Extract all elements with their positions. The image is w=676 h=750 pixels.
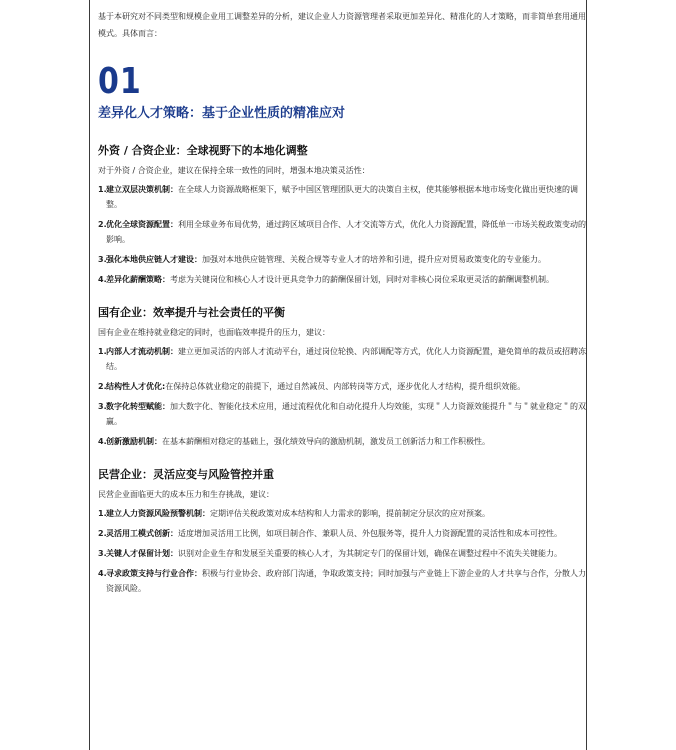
page-frame-left xyxy=(89,0,90,750)
item-text: 在保持总体就业稳定的前提下，通过自然减员、内部转岗等方式，逐步优化人才结构，提升组织效能。 xyxy=(165,382,526,391)
list-item xyxy=(98,272,590,287)
item-text: 加大数字化、智能化技术应用，通过流程优化和自动化提升人均效能，实现＂人力资源效能提升＂与＂就业稳定＂的双赢。 xyxy=(106,402,586,426)
group-state-owned xyxy=(98,306,590,449)
item-key: 创新激励机制： xyxy=(106,437,162,446)
item-key: 关键人才保留计划： xyxy=(106,549,178,558)
item-text: 在全球人力资源战略框架下，赋予中国区管理团队更大的决策自主权，使其能够根据本地市场变化做出更快速的调整。 xyxy=(106,185,578,209)
recommendation-list xyxy=(98,182,590,287)
item-number: 4. xyxy=(98,275,107,284)
item-key: 结构性人才优化: xyxy=(106,382,166,391)
item-number: 4. xyxy=(98,569,107,578)
item-key: 灵活用工模式创新： xyxy=(106,529,178,538)
group-private xyxy=(98,468,590,596)
item-key: 建立人力资源风险预警机制： xyxy=(106,509,210,518)
list-item xyxy=(98,182,590,212)
item-text: 适度增加灵活用工比例，如项目制合作、兼职人员、外包服务等，提升人力资源配置的灵活性和成本可控性。 xyxy=(178,529,562,538)
item-text: 加强对本地供应链管理、关税合规等专业人才的培养和引进，提升应对贸易政策变化的专业能力。 xyxy=(202,255,546,264)
item-number: 3. xyxy=(98,402,107,411)
section-title: 差异化人才策略：基于企业性质的精准应对 xyxy=(98,106,346,121)
list-item xyxy=(98,546,590,561)
item-number: 1. xyxy=(98,509,107,518)
list-item xyxy=(98,252,590,267)
group-intro: 民营企业面临更大的成本压力和生存挑战，建议： xyxy=(98,490,274,499)
item-number: 2. xyxy=(98,529,107,538)
group-foreign-jv xyxy=(98,144,590,287)
item-number: 1. xyxy=(98,185,107,194)
item-text: 建立更加灵活的内部人才流动平台，通过岗位轮换、内部调配等方式，优化人力资源配置，避免简单的裁员或招聘冻结。 xyxy=(106,347,586,371)
list-item xyxy=(98,434,590,449)
item-number: 3. xyxy=(98,549,107,558)
item-text: 定期评估关税政策对成本结构和人力需求的影响，提前制定分层次的应对预案。 xyxy=(210,509,490,518)
section-number: 01 xyxy=(98,60,142,103)
item-text: 积极与行业协会、政府部门沟通，争取政策支持；同时加强与产业链上下游企业的人才共享与合作，分散人力资源风险。 xyxy=(106,569,586,593)
item-key: 优化全球资源配置： xyxy=(106,220,178,229)
group-title: 外资 / 合资企业：全球视野下的本地化调整 xyxy=(98,144,308,157)
item-key: 数字化转型赋能： xyxy=(106,402,170,411)
list-item xyxy=(98,566,590,596)
item-number: 1. xyxy=(98,347,107,356)
group-title: 国有企业：效率提升与社会责任的平衡 xyxy=(98,306,285,319)
item-key: 内部人才流动机制： xyxy=(106,347,178,356)
group-intro: 国有企业在维持就业稳定的同时，也面临效率提升的压力，建议： xyxy=(98,328,330,337)
item-number: 4. xyxy=(98,437,107,446)
item-key: 建立双层决策机制： xyxy=(106,185,178,194)
item-text: 识别对企业生存和发展至关重要的核心人才，为其制定专门的保留计划，确保在调整过程中不流失关键能力。 xyxy=(178,549,562,558)
list-item xyxy=(98,399,590,429)
intro-paragraph: 基于本研究对不同类型和规模企业用工调整差异的分析，建议企业人力资源管理者采取更加差异化、精准化的人才策略，而非简单套用通用模式。具体而言： xyxy=(98,12,586,38)
item-key: 强化本地供应链人才建设： xyxy=(106,255,202,264)
list-item xyxy=(98,217,590,247)
group-intro: 对于外资 / 合资企业，建议在保持全球一致性的同时，增强本地决策灵活性： xyxy=(98,166,370,175)
page-frame-right xyxy=(586,0,587,750)
recommendation-list xyxy=(98,344,590,449)
list-item xyxy=(98,379,590,394)
item-text: 在基本薪酬相对稳定的基础上，强化绩效导向的激励机制，激发员工创新活力和工作积极性。 xyxy=(162,437,490,446)
item-key: 差异化薪酬策略： xyxy=(106,275,170,284)
group-title: 民营企业：灵活应变与风险管控并重 xyxy=(98,468,274,481)
list-item xyxy=(98,344,590,374)
list-item xyxy=(98,506,590,521)
item-number: 2. xyxy=(98,382,107,391)
recommendation-list xyxy=(98,506,590,596)
item-text: 考虑为关键岗位和核心人才设计更具竞争力的薪酬保留计划，同时对非核心岗位采取更灵活的薪酬调整机制。 xyxy=(170,275,554,284)
list-item xyxy=(98,526,590,541)
item-number: 2. xyxy=(98,220,107,229)
item-text: 利用全球业务布局优势，通过跨区域项目合作、人才交流等方式，优化人力资源配置，降低单一市场关税政策变动的影响。 xyxy=(106,220,586,244)
item-key: 寻求政策支持与行业合作： xyxy=(106,569,202,578)
item-number: 3. xyxy=(98,255,107,264)
